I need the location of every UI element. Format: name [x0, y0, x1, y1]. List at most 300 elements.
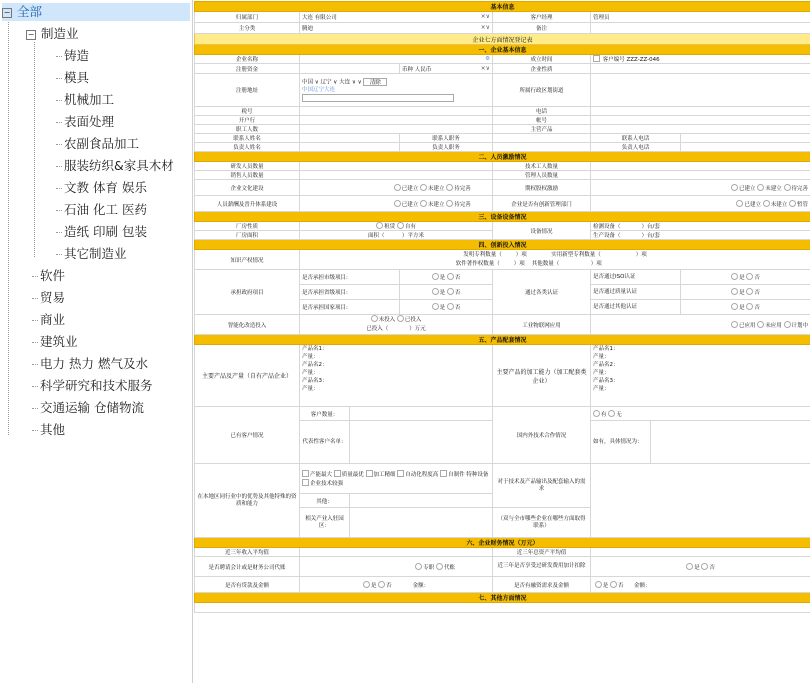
clear-address-button[interactable]: 清除	[363, 78, 387, 86]
assets-label: 近三年总资产平均值	[493, 548, 591, 557]
clear-icon[interactable]: ×∨	[480, 24, 490, 31]
category-value: 腾迪	[302, 26, 314, 32]
radio-icon[interactable]	[784, 184, 791, 191]
manager-label: 客户经理	[493, 12, 591, 23]
currency-label: 币种	[402, 66, 414, 73]
option-label: 自有	[404, 224, 416, 230]
head-phone-input[interactable]	[681, 143, 810, 152]
radio-icon[interactable]	[731, 303, 738, 310]
unit-label: ）万元	[409, 326, 426, 332]
unit-label: ）台/套	[641, 233, 660, 239]
iiot-label: 工业物联网应用	[493, 315, 591, 335]
cert-other-options[interactable]	[681, 300, 810, 315]
plant-area-label: 厂房面积	[195, 231, 300, 240]
head-phone-label: 负责人电话	[591, 143, 681, 152]
radio-icon[interactable]	[610, 581, 617, 588]
capacity-label: 产量：	[302, 354, 319, 360]
checkbox-icon[interactable]	[302, 470, 309, 477]
radio-icon[interactable]	[363, 581, 370, 588]
founded-input[interactable]	[591, 55, 810, 64]
option-label: 已建立	[401, 201, 419, 208]
radio-icon[interactable]	[420, 200, 427, 207]
option-label: 未建立	[427, 201, 445, 208]
gov-nat-label: 是否承担国家项目:	[300, 300, 400, 315]
demand-input[interactable]	[591, 464, 810, 538]
form-table	[194, 1, 810, 613]
country-select[interactable]: 中国	[302, 79, 314, 85]
founded-label: 成立时间	[493, 55, 591, 64]
tree-node-sub[interactable]: 铸造	[64, 48, 90, 63]
address-text: 中国辽宁大连	[302, 87, 336, 93]
radio-icon[interactable]	[447, 273, 454, 280]
product-name-label: 产品名2：	[593, 362, 619, 368]
product-name-label: 产品名1：	[302, 346, 328, 352]
radio-icon[interactable]	[731, 288, 738, 295]
contact-phone-label: 联系人电话	[591, 134, 681, 143]
cert-safe-label: 是否通过质量认证	[591, 285, 681, 300]
option-label: 自制件	[448, 471, 465, 478]
option-label: 待完善	[454, 201, 471, 208]
radio-icon[interactable]	[789, 200, 796, 207]
radio-icon[interactable]	[757, 321, 764, 328]
plant-area-field[interactable]	[300, 231, 493, 240]
option-label: 未建立	[770, 201, 788, 208]
option-label: 是	[439, 305, 446, 311]
tree-node-sub[interactable]: 石油 化工 医药	[64, 202, 147, 217]
option-label: 待完善	[791, 185, 809, 192]
option-label: 未建立	[427, 185, 445, 192]
capacity-label: 产量：	[593, 370, 610, 376]
radio-icon[interactable]	[686, 563, 693, 570]
capacity-label: 产量：	[302, 370, 319, 376]
radio-icon[interactable]	[746, 303, 753, 310]
radio-icon[interactable]	[378, 581, 385, 588]
product-name-label: 产品名1：	[593, 346, 619, 352]
option-label: 未建立	[765, 185, 782, 192]
radio-icon[interactable]	[736, 200, 743, 207]
product-name-label: 产品名2：	[302, 362, 328, 368]
collapse-icon[interactable]: −	[3, 8, 11, 17]
section-7-row	[195, 603, 810, 613]
tree-node-sub[interactable]: 表面处理	[64, 114, 115, 129]
related-label: 相关产业入驻园区：	[300, 508, 350, 538]
plant-nature-label: 厂房性质	[195, 222, 300, 231]
rd-deduct-label: 近三年是否享受过研发费用加计扣除	[493, 557, 591, 577]
category-select[interactable]	[300, 23, 493, 34]
category-tree	[0, 0, 193, 683]
other-qty-label: 其他数量（	[531, 260, 560, 267]
rd-deduct-options[interactable]	[591, 557, 810, 577]
checkbox-icon[interactable]	[440, 470, 447, 477]
province-select[interactable]: 辽宁	[320, 79, 332, 85]
demand-label: 对于技术及产品输出及配套输入的需求	[493, 464, 591, 508]
head-title-input[interactable]	[493, 143, 591, 152]
related-input[interactable]	[350, 508, 493, 538]
equity-label: 期权股权激励	[493, 180, 591, 196]
capital-input[interactable]	[300, 64, 400, 74]
invent-label: 发明专利数量（	[463, 251, 502, 258]
software-label: 软件著作权数量（	[455, 260, 500, 267]
tree-node-root[interactable]	[2, 3, 190, 21]
unit-label: ）平方米	[401, 233, 424, 239]
option-label: 否	[454, 275, 461, 281]
radio-icon[interactable]	[731, 321, 738, 328]
option-label: 是	[739, 275, 745, 281]
option-label: 是	[439, 275, 446, 281]
cert-label: 通过各类认证	[493, 270, 591, 315]
tax-label: 税号	[195, 107, 300, 116]
section-header-basic: 基本信息	[195, 2, 810, 12]
rd-label: 研发人员数量	[195, 162, 300, 171]
address-detail-input[interactable]	[302, 94, 454, 102]
radio-icon[interactable]	[394, 200, 401, 207]
radio-icon[interactable]	[394, 184, 401, 191]
radio-icon[interactable]	[376, 222, 383, 229]
collapse-icon[interactable]: −	[27, 30, 35, 39]
ip-label: 知识产权情况	[195, 250, 300, 270]
head-title-label: 负责人职务	[400, 143, 493, 152]
cert-iso-options[interactable]	[681, 270, 810, 285]
culture-label: 企业文化建设	[195, 180, 300, 196]
option-label: 是	[739, 290, 745, 296]
contact-phone-input[interactable]	[681, 134, 810, 143]
section-header-5: 五、产品配套情况	[195, 335, 810, 345]
tree-node-sub[interactable]: 服装纺织&家具木材	[64, 158, 174, 173]
employees-label: 职工人数	[195, 125, 300, 134]
plant-nature-options[interactable]	[300, 222, 493, 231]
option-label: 否	[386, 582, 392, 589]
radio-icon[interactable]	[608, 410, 615, 417]
tree-node-utilities[interactable]: 电力 热力 燃气及水	[40, 356, 148, 371]
section-header-3: 三、设备设备情况	[195, 212, 810, 222]
equity-options[interactable]	[591, 180, 810, 196]
customer-no-label: 客户编号	[602, 57, 625, 63]
address-fields[interactable]: 中国 ∨ 辽宁 ∨ 大连 ∨ ∨ 清除 中国辽宁大连	[300, 74, 493, 107]
section-header-1: 一、企业基本信息	[195, 45, 810, 55]
contact-title-input[interactable]	[493, 134, 591, 143]
radio-icon[interactable]	[415, 563, 422, 570]
main-products-fields[interactable]	[300, 345, 493, 407]
other-label: 其他：	[300, 494, 350, 508]
option-label: 已建立	[744, 201, 761, 208]
gov-city-options[interactable]	[400, 270, 493, 285]
tech-label: 技术工人数量	[493, 162, 591, 171]
tax-input[interactable]	[300, 107, 493, 116]
city-select[interactable]: 大连	[339, 79, 351, 85]
rep-cust-label: 代表性客户名单：	[300, 421, 350, 464]
option-label: 是	[370, 582, 377, 589]
company-name-label: 企业名称	[195, 55, 300, 64]
radio-icon[interactable]	[757, 184, 764, 191]
manager-value: 管理员	[593, 15, 610, 21]
tree-node-commerce[interactable]: 商业	[40, 312, 66, 327]
smart-options[interactable]	[300, 315, 493, 335]
tree-node-construction[interactable]: 建筑业	[40, 334, 78, 349]
option-label: 否	[454, 290, 461, 296]
radio-icon[interactable]	[701, 563, 708, 570]
bank-label: 开户行	[195, 116, 300, 125]
gov-prov-options[interactable]	[400, 285, 493, 300]
option-label: 待完善	[454, 185, 471, 192]
tree-node-research[interactable]: 科学研究和技术服务	[40, 378, 153, 393]
radio-icon[interactable]	[447, 303, 454, 310]
amount-label: 金额：	[412, 582, 430, 589]
clear-icon[interactable]: ×∨	[480, 64, 490, 72]
form-title: 企业七方面情况登记表	[195, 34, 810, 45]
tree-guide-line	[8, 20, 9, 435]
financing-label: 是否有融资需求及金额	[493, 577, 591, 593]
radio-icon[interactable]	[593, 410, 600, 417]
rep-cust-input[interactable]	[350, 421, 493, 464]
tree-guide-line	[34, 42, 35, 257]
dept-select[interactable]	[300, 12, 493, 23]
tree-node-sub[interactable]: 造纸 印刷 包装	[64, 224, 147, 239]
sales-input[interactable]	[300, 171, 493, 180]
option-label: 企业技术较强	[310, 480, 344, 487]
currency-value: 人民币	[414, 66, 432, 73]
radio-icon[interactable]	[397, 315, 404, 322]
radio-icon[interactable]	[731, 184, 738, 191]
settings-icon[interactable]: ⚙	[485, 56, 490, 62]
account-label: 帐号	[493, 116, 591, 125]
option-label: 质量最优	[341, 471, 364, 478]
intl-label: 国内外技术合作情况	[493, 407, 591, 464]
radio-icon[interactable]	[763, 200, 770, 207]
innovation-dept-label: 企业是否有创新管理部门	[493, 196, 591, 212]
customers-label: 已有客户情况	[195, 407, 300, 464]
nature-input[interactable]	[591, 64, 810, 74]
radio-icon[interactable]	[420, 184, 427, 191]
tree-node-sub[interactable]: 农副食品加工	[64, 136, 140, 151]
option-label: 产能最大	[310, 471, 333, 478]
loan-fields[interactable]	[300, 577, 493, 593]
main-products-label: 主要产品及产量（自有产品企业）	[195, 345, 300, 407]
processing-label: 主要产品的加工能力（加工配套类企业）	[493, 345, 591, 407]
radio-icon[interactable]	[432, 273, 439, 280]
option-label: 已建立	[738, 185, 756, 192]
option-label: 是	[739, 305, 745, 311]
manager-field[interactable]	[591, 12, 810, 23]
option-label: 已应用	[738, 322, 756, 329]
tree-node-label: 全部	[17, 4, 43, 19]
option-label: 否	[754, 305, 760, 311]
option-label: 否	[709, 564, 715, 571]
checkbox-icon[interactable]	[366, 470, 373, 477]
product-name-label: 产品名3：	[302, 378, 328, 384]
checkbox-icon[interactable]	[397, 470, 404, 477]
invested-amount-label: 已投入（	[366, 326, 389, 332]
section-header-6: 六、企业财务情况（万元）	[195, 538, 810, 548]
gov-prov-label: 是否承担省级项目:	[300, 285, 400, 300]
admin-area-input[interactable]	[591, 74, 810, 107]
option-label: 是	[694, 564, 700, 571]
iiot-options[interactable]	[591, 315, 810, 335]
advantage-options[interactable]	[300, 464, 493, 494]
admin-area-label: 所属行政区划街道	[493, 74, 591, 107]
radio-icon[interactable]	[432, 303, 439, 310]
customer-no-value: ZZZ-ZZ-046	[626, 57, 660, 63]
other-input[interactable]	[350, 494, 493, 508]
test-eq-label: 检测设备（	[593, 224, 621, 230]
phone-input[interactable]	[591, 107, 810, 116]
tree-node-sub[interactable]: 模具	[64, 70, 90, 85]
tree-node-label: 制造业	[41, 26, 79, 41]
have-detail-label: 如有，具体情况为：	[591, 421, 651, 464]
radio-icon[interactable]	[595, 581, 602, 588]
unit-label: ）项	[590, 260, 602, 267]
loan-label: 是否有贷款及金额	[195, 577, 300, 593]
unit-label: ）台/套	[641, 224, 660, 230]
company-name-input[interactable]	[300, 55, 493, 64]
gov-label: 承担政府项目	[195, 270, 300, 315]
radio-icon[interactable]	[397, 222, 404, 229]
radio-icon[interactable]	[731, 273, 738, 280]
products-input[interactable]	[591, 125, 810, 134]
unit-label: ）项	[515, 251, 527, 258]
phone-label: 电话	[493, 107, 591, 116]
option-label: 未投入	[378, 317, 396, 323]
ip-fields[interactable]	[300, 250, 810, 270]
unit-label: ）项	[513, 260, 525, 267]
assets-input[interactable]	[591, 548, 810, 557]
culture-options[interactable]	[300, 180, 493, 196]
option-label: 自动化程度高	[405, 471, 439, 478]
have-detail-input[interactable]	[651, 421, 810, 464]
capacity-label: 产量：	[593, 354, 610, 360]
enterprise-form	[194, 1, 810, 683]
mgmt-input[interactable]	[591, 171, 810, 180]
option-label: 否	[754, 290, 760, 296]
advantage-label: 在本地区同行业中的优势及其他特殊的资质和能力	[195, 464, 300, 538]
cert-other-label: 是否通过其他认证	[591, 300, 681, 315]
option-label: 有	[601, 411, 607, 418]
cust-count-label: 客户数量：	[300, 407, 350, 421]
product-name-label: 产品名3：	[593, 378, 619, 384]
option-label: 否	[454, 305, 461, 311]
income-input[interactable]	[300, 548, 493, 557]
finance-co-options[interactable]	[300, 557, 493, 577]
checkbox-icon[interactable]	[334, 470, 341, 477]
radio-icon[interactable]	[447, 288, 454, 295]
contact-name-input[interactable]	[300, 134, 400, 143]
equipment-label: 设备情况	[493, 222, 591, 240]
head-name-label: 负责人姓名	[195, 143, 300, 152]
innovation-dept-options[interactable]	[591, 196, 810, 212]
tree-node-software[interactable]: 软件	[40, 268, 66, 283]
radio-icon[interactable]	[446, 200, 453, 207]
rd-input[interactable]	[300, 162, 493, 171]
unit-label: ）项	[635, 251, 647, 258]
products-label: 主营产品	[493, 125, 591, 134]
category-label: 主分类	[195, 23, 300, 34]
radio-icon[interactable]	[446, 184, 453, 191]
cert-iso-label: 是否通过ISO认证	[591, 270, 681, 285]
evaluation-options[interactable]	[300, 196, 493, 212]
option-label: 是	[602, 582, 609, 589]
head-name-input[interactable]	[300, 143, 400, 152]
smart-label: 智能化改造投入	[195, 315, 300, 335]
option-label: 已投入	[404, 317, 422, 323]
demand-note: （双与全市哪些企业在哪些方面取得联系）	[493, 508, 591, 538]
cust-count-input[interactable]	[350, 407, 493, 421]
employees-input[interactable]	[300, 125, 493, 134]
radio-icon[interactable]	[432, 288, 439, 295]
capital-label: 注册资金	[195, 64, 300, 74]
tree-node-logistics[interactable]: 交通运输 仓储物流	[40, 400, 144, 415]
option-label: 特种设备	[466, 471, 489, 478]
capacity-label: 产量：	[302, 386, 319, 392]
account-input[interactable]	[591, 116, 810, 125]
financing-fields[interactable]	[591, 577, 810, 593]
radio-icon[interactable]	[746, 288, 753, 295]
prod-eq-label: 生产设备（	[593, 233, 621, 239]
sales-label: 销售人员数量	[195, 171, 300, 180]
gov-nat-options[interactable]	[400, 300, 493, 315]
option-label: 否	[618, 582, 624, 589]
area-label: 面积（	[367, 233, 385, 239]
option-label: 已建立	[401, 185, 419, 192]
capacity-label: 产量：	[593, 386, 610, 392]
radio-icon[interactable]	[746, 273, 753, 280]
option-label: 专职	[423, 564, 435, 571]
income-label: 近三年收入平均值	[195, 548, 300, 557]
nature-label: 企业性质	[493, 64, 591, 74]
finance-co-label: 是否聘请会计或是财务公司代账	[195, 557, 300, 577]
mgmt-label: 管理人员数量	[493, 171, 591, 180]
address-label: 注册地址	[195, 74, 300, 107]
calendar-icon[interactable]	[593, 55, 600, 62]
checkbox-icon[interactable]	[302, 479, 309, 486]
dept-label: 归属部门	[195, 12, 300, 23]
section-header-4: 四、创新投入情况	[195, 240, 810, 250]
note-input[interactable]	[591, 23, 810, 34]
evaluation-label: 人员薪酬及晋升体系建设	[195, 196, 300, 212]
option-label: 暂管	[797, 201, 809, 208]
tree-node-other[interactable]: 其他	[40, 422, 66, 437]
radio-icon[interactable]	[436, 563, 443, 570]
radio-icon[interactable]	[371, 315, 378, 322]
option-label: 无	[616, 411, 622, 418]
intl-options[interactable]	[591, 407, 810, 421]
option-label: 是	[439, 290, 446, 296]
radio-icon[interactable]	[784, 321, 791, 328]
tree-node-trade[interactable]: 贸易	[40, 290, 66, 305]
option-label: 未应用	[765, 322, 782, 329]
gov-city-label: 是否承担市级项目:	[300, 270, 400, 285]
test-eq-field[interactable]	[591, 222, 810, 231]
tree-node-sub[interactable]: 机械加工	[64, 92, 115, 107]
clear-icon[interactable]: ×∨	[480, 13, 490, 20]
section-header-2: 二、人员激励情况	[195, 152, 810, 162]
currency-field[interactable]	[400, 64, 493, 74]
bank-input[interactable]	[300, 116, 493, 125]
amount-label: 金额：	[634, 582, 651, 589]
tree-node-manufacturing[interactable]	[26, 25, 79, 43]
option-label: 计划中	[791, 322, 809, 329]
cert-safe-options[interactable]	[681, 285, 810, 300]
option-label: 否	[754, 275, 760, 281]
tree-node-sub[interactable]: 文教 体育 娱乐	[64, 180, 147, 195]
tech-input[interactable]	[591, 162, 810, 171]
tree-node-sub[interactable]: 其它制造业	[64, 246, 127, 261]
prod-eq-field[interactable]	[591, 231, 810, 240]
contact-title-label: 联系人职务	[400, 134, 493, 143]
processing-fields[interactable]	[591, 345, 810, 407]
option-label: 租赁	[384, 224, 396, 230]
section-header-7: 七、其他方面情况	[195, 593, 810, 603]
utility-label: 实用新型专利数量（	[551, 251, 601, 258]
contact-name-label: 联系人姓名	[195, 134, 300, 143]
